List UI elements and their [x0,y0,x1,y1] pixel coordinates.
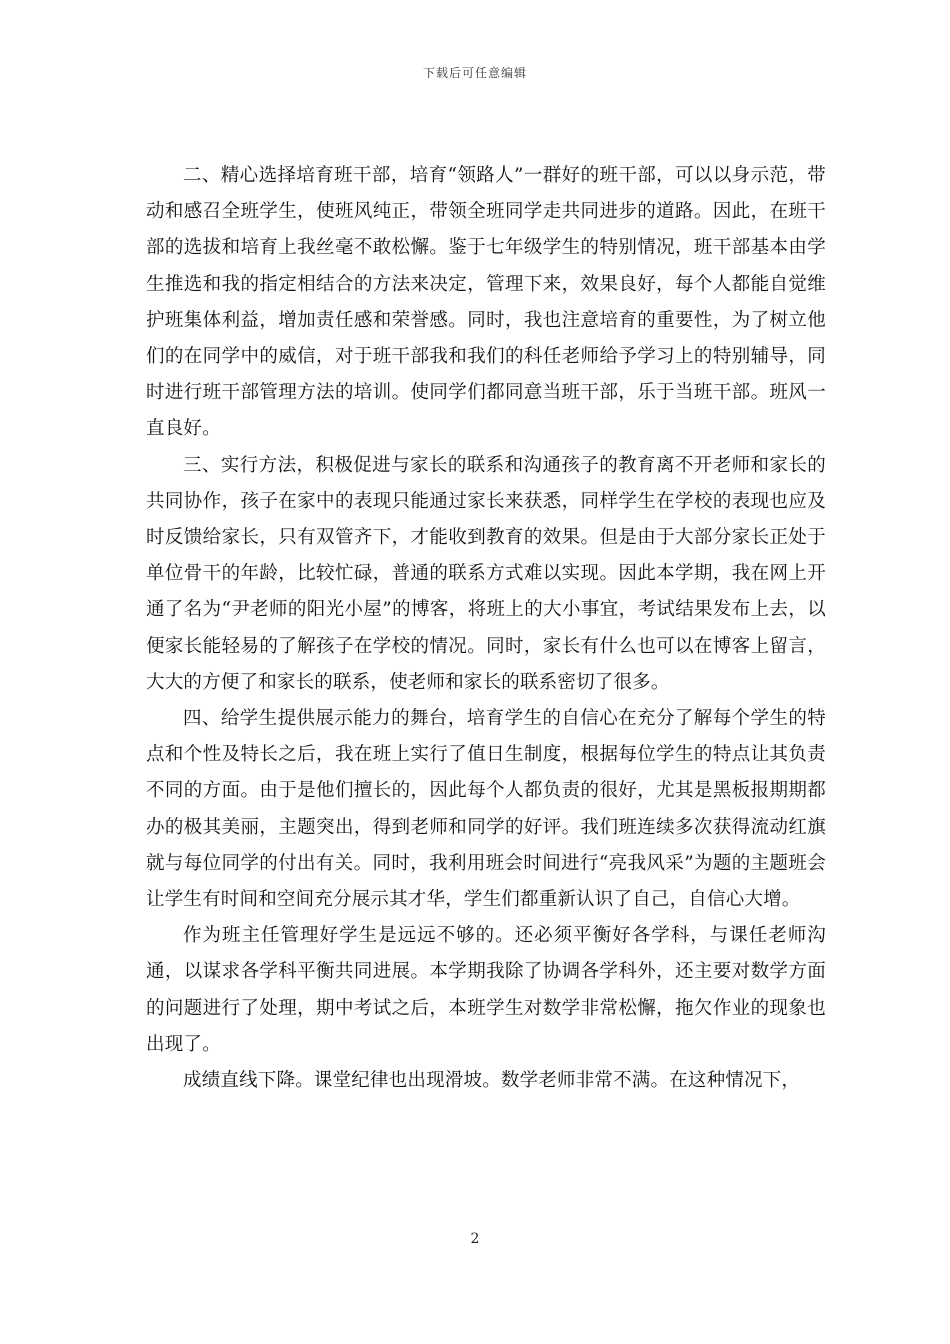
paragraph-class-cadres: 二、精心选择培育班干部，培育“领路人”一群好的班干部，可以以身示范，带动和感召全班学生，使班风纯正，带领全班同学走共同进步的道路。因此，在班干部的选拔和培育上我丝毫不敢松懈。鉴于七年级学生的特别情况，班干部基本由学生推选和我的指定相结合的方法来决定，管理下来，效果良好，每个人都能自觉维护班集体利益，增加责任感和荣誉感。同时，我也注意培育的重要性，为了树立他们的在同学中的威信，对于班干部我和我们的科任老师给予学习上的特别辅导，同时进行班干部管理方法的培训。使同学们都同意当班干部，乐于当班干部。班风一直良好。 [146,165,826,440]
paragraph-parent-communication: 三、实行方法，积极促进与家长的联系和沟通孩子的教育离不开老师和家长的共同协作，孩子在家中的表现只能通过家长来获悉，同样学生在学校的表现也应及时反馈给家长，只有双管齐下，才能收到教育的效果。但是由于大部分家长正处于单位骨干的年龄，比较忙碌，普通的联系方式难以实现。因此本学期，我在网上开通了名为“尹老师的阳光小屋”的博客，将班上的大小事宜，考试结果发布上去，以便家长能轻易的了解孩子在学校的情况。同时，家长有什么也可以在博客上留言，大大的方便了和家长的联系，使老师和家长的联系密切了很多。 [146,454,826,693]
page-number: 2 [470,1231,480,1247]
header-note: 下载后可任意编辑 [422,66,527,80]
paragraph-subject-balance: 作为班主任管理好学生是远远不够的。还必须平衡好各学科，与课任老师沟通，以谋求各学科平衡共同进展。本学期我除了协调各学科外，还主要对数学方面的问题进行了处理，期中考试之后，本班学生对数学非常松懈，拖欠作业的现象也出现了。 [146,925,826,1055]
document-body [146,158,826,1099]
paragraph-grades-decline: 成绩直线下降。课堂纪律也出现滑坡。数学老师非常不满。在这种情况下， [183,1070,801,1092]
paragraph-student-stage: 四、给学生提供展示能力的舞台，培育学生的自信心在充分了解每个学生的特点和个性及特长之后，我在班上实行了值日生制度，根据每位学生的特点让其负责不同的方面。由于是他们擅长的，因此每个人都负责的很好，尤其是黑板报期期都办的极其美丽，主题突出，得到老师和同学的好评。我们班连续多次获得流动红旗就与每位同学的付出有关。同时，我利用班会时间进行“亮我风采”为题的主题班会让学生有时间和空间充分展示其才华，学生们都重新认识了自己，自信心大增。 [146,708,826,911]
